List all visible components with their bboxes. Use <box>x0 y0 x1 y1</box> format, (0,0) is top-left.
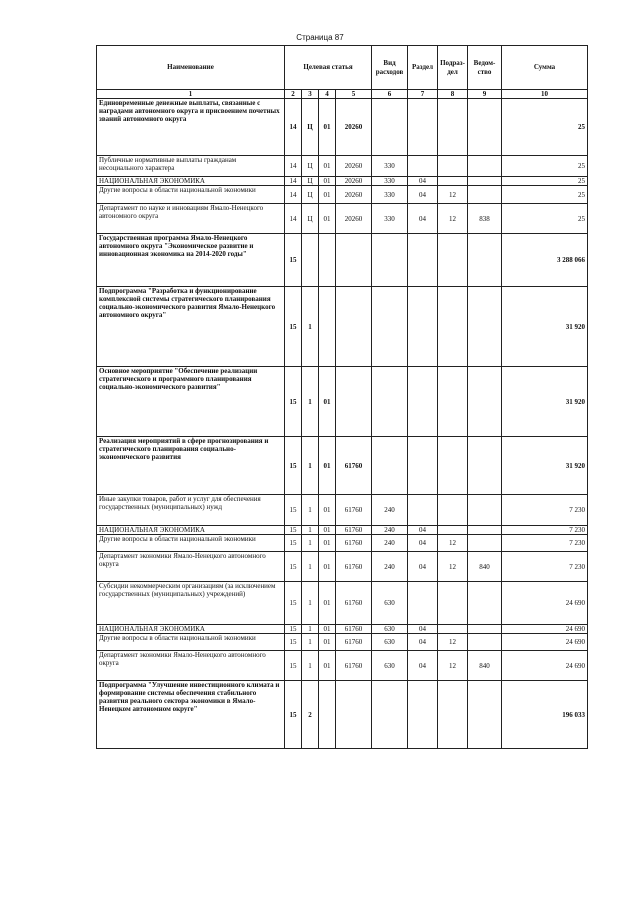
target-code-cell: 15 <box>285 495 302 526</box>
row-name-cell: НАЦИОНАЛЬНАЯ ЭКОНОМИКА <box>97 625 285 634</box>
target-code-cell <box>336 681 372 749</box>
table-row <box>97 99 588 156</box>
col-number: 10 <box>502 90 588 99</box>
expense-type-cell <box>372 437 408 495</box>
subsection-cell <box>438 99 468 156</box>
row-sum-cell: 3 288 066 <box>502 234 588 287</box>
row-name-cell: Публичные нормативные выплаты гражданам несоциального характера <box>97 156 285 177</box>
department-cell <box>468 234 502 287</box>
target-code-cell <box>302 234 319 287</box>
row-name-cell: Другие вопросы в области национальной экономики <box>97 186 285 204</box>
table-row <box>97 186 588 204</box>
department-cell <box>468 526 502 535</box>
target-code-cell: 01 <box>319 437 336 495</box>
section-cell: 04 <box>408 526 438 535</box>
target-code-cell <box>319 287 336 367</box>
expense-type-cell: 240 <box>372 526 408 535</box>
department-cell <box>468 186 502 204</box>
subsection-cell: 12 <box>438 552 468 582</box>
expense-type-cell: 630 <box>372 582 408 625</box>
subsection-cell <box>438 367 468 437</box>
header-expense-type: Вид расходов <box>372 46 408 90</box>
row-name-cell: Другие вопросы в области национальной экономики <box>97 535 285 552</box>
target-code-cell: 1 <box>302 437 319 495</box>
row-sum-cell: 25 <box>502 156 588 177</box>
budget-table <box>96 45 588 749</box>
table-row <box>97 367 588 437</box>
expense-type-cell <box>372 234 408 287</box>
target-code-cell: Ц <box>302 156 319 177</box>
row-sum-cell: 31 920 <box>502 287 588 367</box>
row-name-cell: Департамент экономики Ямало-Ненецкого автономного округа <box>97 552 285 582</box>
section-cell: 04 <box>408 186 438 204</box>
subsection-cell <box>438 234 468 287</box>
subsection-cell <box>438 156 468 177</box>
target-code-cell: 1 <box>302 495 319 526</box>
table-row <box>97 651 588 681</box>
section-cell: 04 <box>408 177 438 186</box>
table-row <box>97 156 588 177</box>
department-cell <box>468 287 502 367</box>
row-sum-cell: 24 690 <box>502 651 588 681</box>
section-cell: 04 <box>408 651 438 681</box>
target-code-cell: 1 <box>302 625 319 634</box>
section-cell <box>408 287 438 367</box>
section-cell <box>408 367 438 437</box>
target-code-cell: 2 <box>302 681 319 749</box>
target-code-cell: 61760 <box>336 625 372 634</box>
subsection-cell: 12 <box>438 535 468 552</box>
header-sum: Сумма <box>502 46 588 90</box>
expense-type-cell: 240 <box>372 535 408 552</box>
target-code-cell <box>336 234 372 287</box>
target-code-cell: 20260 <box>336 99 372 156</box>
expense-type-cell: 240 <box>372 495 408 526</box>
target-code-cell: 15 <box>285 582 302 625</box>
expense-type-cell: 630 <box>372 634 408 651</box>
department-cell: 840 <box>468 552 502 582</box>
subsection-cell <box>438 177 468 186</box>
expense-type-cell: 240 <box>372 552 408 582</box>
department-cell <box>468 495 502 526</box>
department-cell <box>468 367 502 437</box>
target-code-cell: 14 <box>285 204 302 234</box>
target-code-cell: 61760 <box>336 552 372 582</box>
table-row <box>97 177 588 186</box>
target-code-cell: 01 <box>319 552 336 582</box>
table-row <box>97 552 588 582</box>
department-cell <box>468 156 502 177</box>
target-code-cell: 01 <box>319 495 336 526</box>
target-code-cell: 15 <box>285 651 302 681</box>
row-sum-cell: 7 230 <box>502 535 588 552</box>
col-number: 2 <box>285 90 302 99</box>
target-code-cell <box>319 234 336 287</box>
expense-type-cell: 330 <box>372 204 408 234</box>
table-row <box>97 204 588 234</box>
target-code-cell: 15 <box>285 625 302 634</box>
table-row <box>97 234 588 287</box>
target-code-cell: 15 <box>285 552 302 582</box>
expense-type-cell: 330 <box>372 186 408 204</box>
subsection-cell <box>438 526 468 535</box>
section-cell: 04 <box>408 625 438 634</box>
column-number-row <box>97 90 588 99</box>
row-name-cell: Субсидии некоммерческим организациям (за исключением государственных (муниципальных) учреждений) <box>97 582 285 625</box>
row-sum-cell: 25 <box>502 99 588 156</box>
row-name-cell: Иные закупки товаров, работ и услуг для обеспечения государственных (муниципальных) нужд <box>97 495 285 526</box>
subsection-cell <box>438 625 468 634</box>
row-sum-cell: 24 690 <box>502 582 588 625</box>
row-name-cell: Реализация мероприятий в сфере прогнозирования и стратегического планирования социально-экономического развития <box>97 437 285 495</box>
target-code-cell: 20260 <box>336 177 372 186</box>
target-code-cell: 01 <box>319 526 336 535</box>
col-number: 6 <box>372 90 408 99</box>
table-row <box>97 535 588 552</box>
target-code-cell: 20260 <box>336 204 372 234</box>
expense-type-cell: 630 <box>372 651 408 681</box>
subsection-cell: 12 <box>438 634 468 651</box>
target-code-cell: 01 <box>319 204 336 234</box>
subsection-cell <box>438 495 468 526</box>
table-row <box>97 634 588 651</box>
department-cell <box>468 535 502 552</box>
department-cell: 840 <box>468 651 502 681</box>
target-code-cell: 20260 <box>336 156 372 177</box>
row-name-cell: Подпрограмма "Разработка и функционирование комплексной системы стратегического планирования социально-экономического развития Ямало-Ненецкого автономного округа" <box>97 287 285 367</box>
row-sum-cell: 7 230 <box>502 552 588 582</box>
section-cell: 04 <box>408 204 438 234</box>
target-code-cell: 01 <box>319 651 336 681</box>
expense-type-cell <box>372 367 408 437</box>
col-number: 8 <box>438 90 468 99</box>
target-code-cell: 15 <box>285 287 302 367</box>
expense-type-cell: 630 <box>372 625 408 634</box>
section-cell <box>408 582 438 625</box>
target-code-cell: 15 <box>285 681 302 749</box>
section-cell <box>408 681 438 749</box>
target-code-cell: 15 <box>285 234 302 287</box>
target-code-cell: 61760 <box>336 495 372 526</box>
header-department: Ведом-ство <box>468 46 502 90</box>
table-row <box>97 437 588 495</box>
target-code-cell: 1 <box>302 634 319 651</box>
target-code-cell <box>336 287 372 367</box>
target-code-cell: 01 <box>319 99 336 156</box>
row-sum-cell: 196 033 <box>502 681 588 749</box>
section-cell: 04 <box>408 552 438 582</box>
department-cell <box>468 177 502 186</box>
target-code-cell: 01 <box>319 367 336 437</box>
row-sum-cell: 7 230 <box>502 526 588 535</box>
target-code-cell: Ц <box>302 177 319 186</box>
section-cell <box>408 495 438 526</box>
target-code-cell: 01 <box>319 156 336 177</box>
target-code-cell: 61760 <box>336 526 372 535</box>
department-cell <box>468 625 502 634</box>
section-cell: 04 <box>408 634 438 651</box>
department-cell: 838 <box>468 204 502 234</box>
department-cell <box>468 681 502 749</box>
target-code-cell: 01 <box>319 625 336 634</box>
target-code-cell: 61760 <box>336 582 372 625</box>
table-row <box>97 495 588 526</box>
target-code-cell: 1 <box>302 526 319 535</box>
target-code-cell: 1 <box>302 535 319 552</box>
subsection-cell: 12 <box>438 204 468 234</box>
row-name-cell: Другие вопросы в области национальной экономики <box>97 634 285 651</box>
row-name-cell: НАЦИОНАЛЬНАЯ ЭКОНОМИКА <box>97 177 285 186</box>
target-code-cell: 15 <box>285 535 302 552</box>
table-row <box>97 582 588 625</box>
expense-type-cell <box>372 99 408 156</box>
section-cell <box>408 156 438 177</box>
page-number-label: Страница 87 <box>296 33 344 42</box>
row-sum-cell: 25 <box>502 177 588 186</box>
section-cell <box>408 437 438 495</box>
header-target-article: Целевая статья <box>285 46 372 90</box>
target-code-cell: 01 <box>319 535 336 552</box>
row-sum-cell: 25 <box>502 186 588 204</box>
header-section: Раздел <box>408 46 438 90</box>
section-cell: 04 <box>408 535 438 552</box>
table-row <box>97 625 588 634</box>
target-code-cell: 01 <box>319 177 336 186</box>
expense-type-cell: 330 <box>372 156 408 177</box>
table-row <box>97 287 588 367</box>
row-name-cell: Департамент по науке и инновациям Ямало-Ненецкого автономного округа <box>97 204 285 234</box>
target-code-cell: 15 <box>285 367 302 437</box>
col-number: 5 <box>336 90 372 99</box>
target-code-cell: 1 <box>302 651 319 681</box>
row-sum-cell: 24 690 <box>502 634 588 651</box>
target-code-cell: 14 <box>285 186 302 204</box>
row-name-cell: НАЦИОНАЛЬНАЯ ЭКОНОМИКА <box>97 526 285 535</box>
expense-type-cell <box>372 287 408 367</box>
target-code-cell: 1 <box>302 367 319 437</box>
target-code-cell: 15 <box>285 437 302 495</box>
target-code-cell: 01 <box>319 634 336 651</box>
row-sum-cell: 24 690 <box>502 625 588 634</box>
row-name-cell: Подпрограмма "Улучшение инвестиционного климата и формирование системы обеспечения стабильного развития реального сектора экономики в Ямало-Ненецком автономном округе" <box>97 681 285 749</box>
header-subsection: Подраз-дел <box>438 46 468 90</box>
col-number: 3 <box>302 90 319 99</box>
target-code-cell: 14 <box>285 177 302 186</box>
target-code-cell: 1 <box>302 582 319 625</box>
target-code-cell: 20260 <box>336 186 372 204</box>
target-code-cell: 14 <box>285 156 302 177</box>
target-code-cell: 61760 <box>336 437 372 495</box>
row-name-cell: Основное мероприятие "Обеспечение реализации стратегического и программного планирования социально-экономического развития" <box>97 367 285 437</box>
row-name-cell: Единовременные денежные выплаты, связанные с наградами автономного округа и присвоением почетных званий автономного округа <box>97 99 285 156</box>
row-name-cell: Государственная программа Ямало-Ненецкого автономного округа "Экономическое развитие и инновационная экономика на 2014-2020 годы" <box>97 234 285 287</box>
target-code-cell: 61760 <box>336 651 372 681</box>
row-sum-cell: 31 920 <box>502 367 588 437</box>
department-cell <box>468 437 502 495</box>
department-cell <box>468 99 502 156</box>
col-number: 4 <box>319 90 336 99</box>
department-cell <box>468 634 502 651</box>
table-row <box>97 681 588 749</box>
col-number: 9 <box>468 90 502 99</box>
target-code-cell <box>336 367 372 437</box>
subsection-cell <box>438 437 468 495</box>
header-name: Наименование <box>97 46 285 90</box>
subsection-cell <box>438 287 468 367</box>
row-name-cell: Департамент экономики Ямало-Ненецкого автономного округа <box>97 651 285 681</box>
target-code-cell: Ц <box>302 204 319 234</box>
subsection-cell <box>438 681 468 749</box>
expense-type-cell: 330 <box>372 177 408 186</box>
col-number: 1 <box>97 90 285 99</box>
target-code-cell: 01 <box>319 582 336 625</box>
target-code-cell: 1 <box>302 552 319 582</box>
target-code-cell: 15 <box>285 634 302 651</box>
target-code-cell: Ц <box>302 99 319 156</box>
section-cell <box>408 99 438 156</box>
target-code-cell: 1 <box>302 287 319 367</box>
department-cell <box>468 582 502 625</box>
target-code-cell: 01 <box>319 186 336 204</box>
row-sum-cell: 25 <box>502 204 588 234</box>
subsection-cell <box>438 582 468 625</box>
target-code-cell: 61760 <box>336 535 372 552</box>
subsection-cell: 12 <box>438 186 468 204</box>
table-row <box>97 526 588 535</box>
expense-type-cell <box>372 681 408 749</box>
row-sum-cell: 31 920 <box>502 437 588 495</box>
target-code-cell: 15 <box>285 526 302 535</box>
subsection-cell: 12 <box>438 651 468 681</box>
target-code-cell <box>319 681 336 749</box>
col-number: 7 <box>408 90 438 99</box>
section-cell <box>408 234 438 287</box>
target-code-cell: 61760 <box>336 634 372 651</box>
target-code-cell: Ц <box>302 186 319 204</box>
row-sum-cell: 7 230 <box>502 495 588 526</box>
target-code-cell: 14 <box>285 99 302 156</box>
